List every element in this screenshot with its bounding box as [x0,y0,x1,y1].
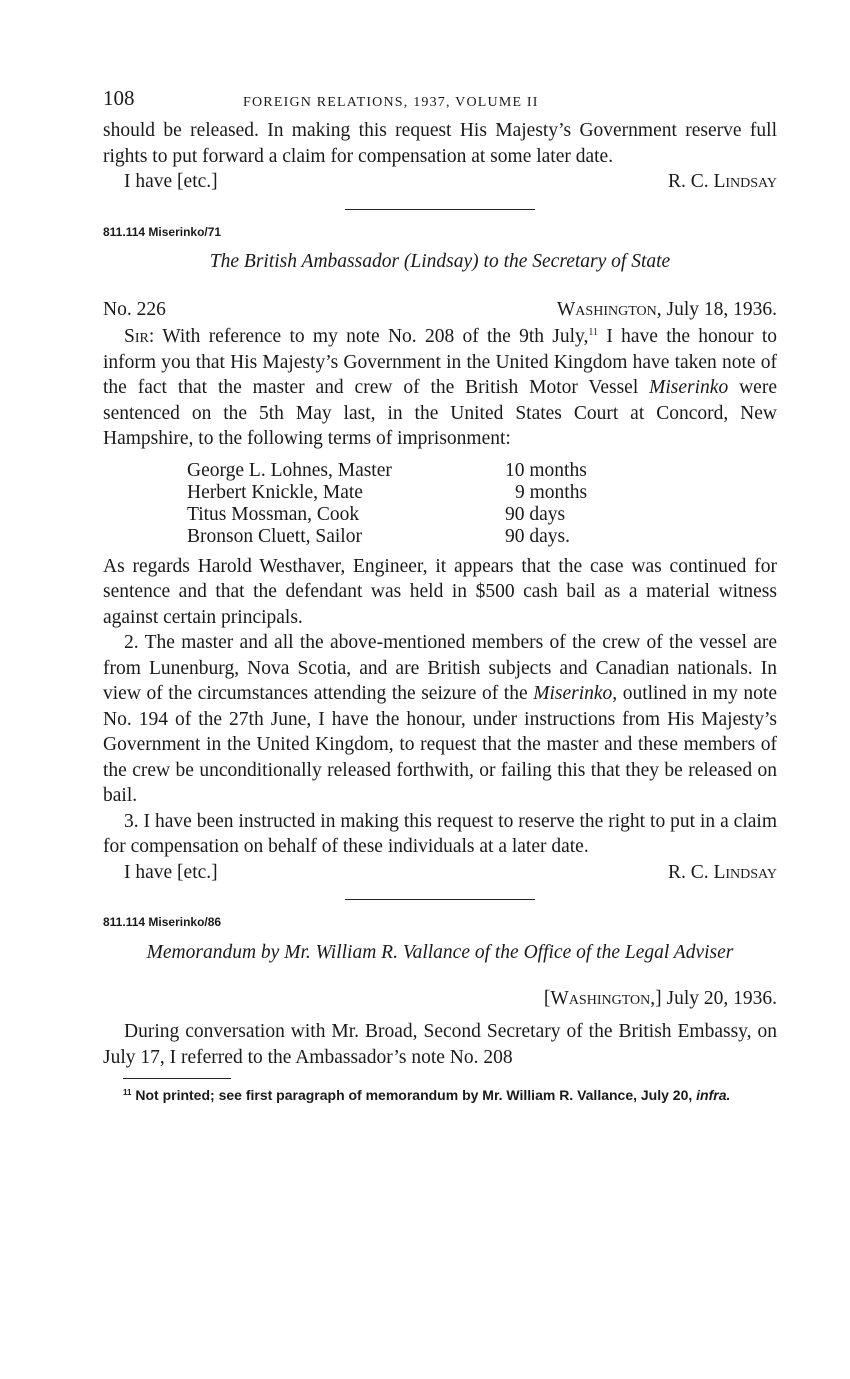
vessel-name: Miserinko [649,377,729,398]
document-title: Memorandum by Mr. William R. Vallance of the Office of the Legal Adviser [146,941,734,963]
note-number: No. 226 [103,298,166,320]
place: [Washington,] [543,987,662,1009]
list-item [103,526,777,548]
document-page [103,86,777,1105]
date: July 18, 1936. [666,298,777,320]
list-item [103,482,777,504]
list-item [103,460,777,482]
sentence-list [103,460,777,548]
carryover-paragraph: should be released. In making this request His Majesty’s Government reserve full rights to put forward a claim for compensation at some later date. [103,120,777,167]
dateline [103,986,777,1012]
running-title: FOREIGN RELATIONS, 1937, VOLUME II [243,95,539,110]
sentence-term: 90 days [505,503,566,525]
crew-name: Herbert Knickle, Mate [187,481,363,503]
paragraph-text: With reference to my note No. 208 of the 9th July, [162,326,589,347]
place: Washington, [556,298,662,320]
signature: R. C. Lindsay [667,861,777,883]
closing-text: I have [etc.] [124,171,218,192]
page-number: 108 [103,86,135,110]
footnote-reference: 11 [588,327,599,338]
dateline [103,297,777,323]
carryover-closing-row [103,169,777,195]
body-paragraph: During conversation with Mr. Broad, Second Secretary of the British Embassy, on July 17, I referred to the Ambassador’s note No. 208 [103,1021,777,1068]
salutation: Sir: [124,326,155,347]
running-header [103,86,777,114]
document-title: The British Ambassador (Lindsay) to the Secretary of State [209,251,671,272]
paragraph-text: I have the honour to inform you that His Majesty’s Government in the United Kingdom have taken note of the fact that the master and crew of the British Motor Vessel [103,326,777,398]
closing-text: I have [etc.] [124,861,218,883]
footnote-marker: 11 [123,1088,132,1097]
place-date [557,297,777,323]
paragraph-text: were sentenced on the 5th May last, in the United States Court at Concord, New Hampshire, to the following terms of imprisonment: [103,377,777,449]
crew-name: Bronson Cluett, Sailor [187,525,362,547]
footnote-italic: infra. [696,1087,731,1103]
footnote [103,1085,777,1105]
sentence-term: 10 months [505,459,587,481]
footnote-text: Not printed; see first paragraph of memorandum by Mr. William R. Vallance, July 20, [135,1087,697,1103]
body-paragraph [103,324,777,452]
closing-row [103,860,777,886]
crew-name: George L. Lohnes, Master [187,459,392,481]
file-number: 811.114 Miserinko/86 [103,915,222,929]
signature: R. C. Lindsay [667,171,777,192]
vessel-name: Miserinko [533,683,613,704]
section-divider [345,899,535,900]
sentence-term: 9 months [515,481,588,503]
body-paragraph: As regards Harold Westhaver, Engineer, it appears that the case was continued for sentence and that the defendant was held in $500 cash bail as a material witness against certain principals. [103,555,777,628]
sentence-term: 90 days. [505,525,570,547]
crew-name: Titus Mossman, Cook [187,503,360,525]
paragraph-text: , outlined in my note No. 194 of the 27th June, I have the honour, under instructions from His Majesty’s Government in the United Kingdom, to request that the master and these members of the crew be unconditionally released forthwith, or failing this that they be released on bail. [103,683,777,806]
paragraph-text: 2. The master and all the above-mentioned members of the crew of the vessel are from Lunenburg, Nova Scotia, and are British subjects and Canadian nationals. In view of the circumstances attending the seizure of the [103,632,777,704]
body-paragraph [103,630,777,809]
section-divider [345,209,535,210]
footnote-divider [123,1078,231,1079]
body-paragraph: 3. I have been instructed in making this request to reserve the right to put in a claim for compensation on behalf of these individuals at a later date. [103,810,777,857]
list-item [103,504,777,526]
date: July 20, 1936. [666,987,777,1009]
file-number: 811.114 Miserinko/71 [103,224,222,239]
